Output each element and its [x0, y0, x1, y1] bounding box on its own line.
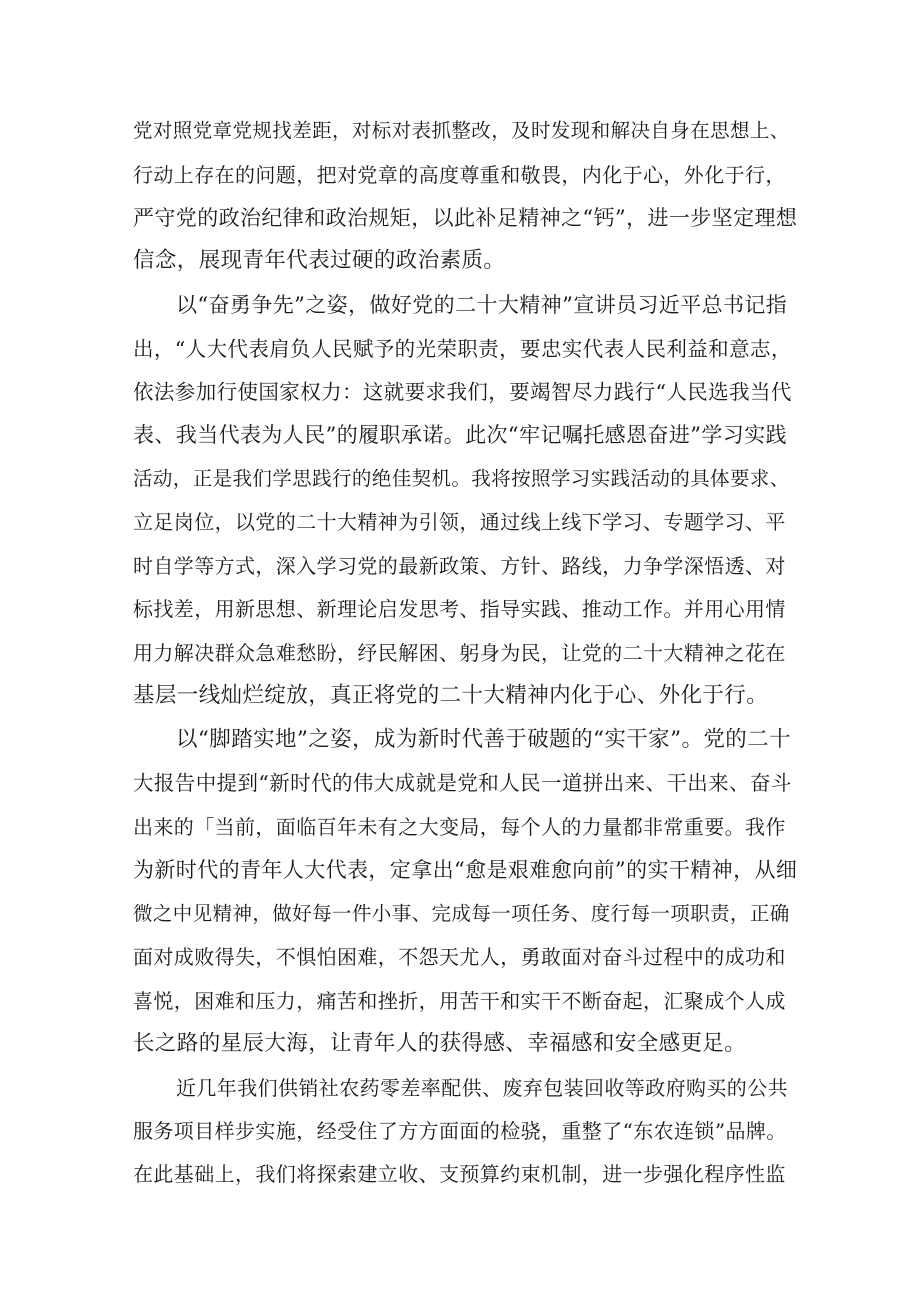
text-line: 大报告中提到“新时代的伟大成就是党和人民一道拼出来、干出来、奋斗: [133, 771, 792, 795]
text-line: 出，“人大代表肩负人民赋予的光荣职责，要忠实代表人民利益和意志，: [133, 337, 792, 361]
text-line: 为新时代的青年人大代表，定拿出“愈是艰难愈向前”的实干精神，从细: [133, 858, 798, 882]
text-line: 近几年我们供销社农药零差率配供、废弃包装回收等政府购买的公共: [176, 1076, 788, 1100]
text-line: 用力解决群众急难愁盼，纾民解困、躬身为民，让党的二十大精神之花在: [133, 641, 786, 665]
text-line: 严守党的政治纪律和政治规矩，以此补足精神之“钙”，进一步坚定理想: [133, 206, 798, 230]
text-line: 基层一线灿烂绽放，真正将党的二十大精神内化于心、外化于行。: [133, 683, 769, 708]
text-line: 时自学等方式，深入学习党的最新政策、方针、路线，力争学深悟透、对: [133, 554, 786, 578]
text-line: 出来的「当前，面临百年未有之大变局，每个人的力量都非常重要。我作: [133, 815, 786, 839]
text-line: 喜悦，困难和压力，痛苦和挫折，用苦干和实干不断奋起，汇聚成个人成: [133, 989, 786, 1013]
text-line: 以“脚踏实地”之姿，成为新时代善于破题的“实干家”。党的二十: [176, 727, 791, 752]
text-line: 立足岗位，以党的二十大精神为引领，通过线上线下学习、专题学习、平: [133, 510, 786, 534]
text-line: 信念，展现青年代表过硬的政治素质。: [133, 248, 506, 273]
text-line: 在此基础上，我们将探索建立收、支预算约束机制，进一步强化程序性监: [133, 1162, 786, 1186]
text-line: 表、我当代表为人民”的履职承诺。此次“牢记嘱托感恩奋进”学习实践: [133, 423, 788, 447]
text-line: 党对照党章党规找差距，对标对表抓整改，及时发现和解决自身在思想上、: [133, 119, 790, 142]
text-line: 行动上存在的问题，把对党章的高度尊重和敬畏，内化于心，外化于行，: [133, 163, 786, 187]
text-line: 依法参加行使国家权力：这就要求我们，要竭智尽力践行“人民选我当代: [133, 380, 792, 404]
text-line: 长之路的星辰大海，让青年人的获得感、幸福感和安全感更足。: [133, 1031, 747, 1056]
text-line: 服务项目样步实施，经受住了方方面面的检骁，重整了“东农连锁”品牌。: [133, 1119, 787, 1143]
text-line: 微之中见精神，做好每一件小事、完成每一项任务、度行每一项职责，正确: [133, 902, 790, 925]
text-line: 标找差，用新思想、新理论启发思考、指导实践、推动工作。并用心用情: [133, 597, 786, 621]
text-line: 以“奋勇争先”之姿，做好党的二十大精神”宣讲员习近平总书记指: [176, 293, 788, 317]
text-line: 面对成败得失，不惧怕困难，不怨天尤人，勇敢面对奋斗过程中的成功和: [133, 945, 786, 969]
text-line: 活动，正是我们学思践行的绝佳契机。我将按照学习实践活动的具体要求、: [133, 467, 790, 490]
